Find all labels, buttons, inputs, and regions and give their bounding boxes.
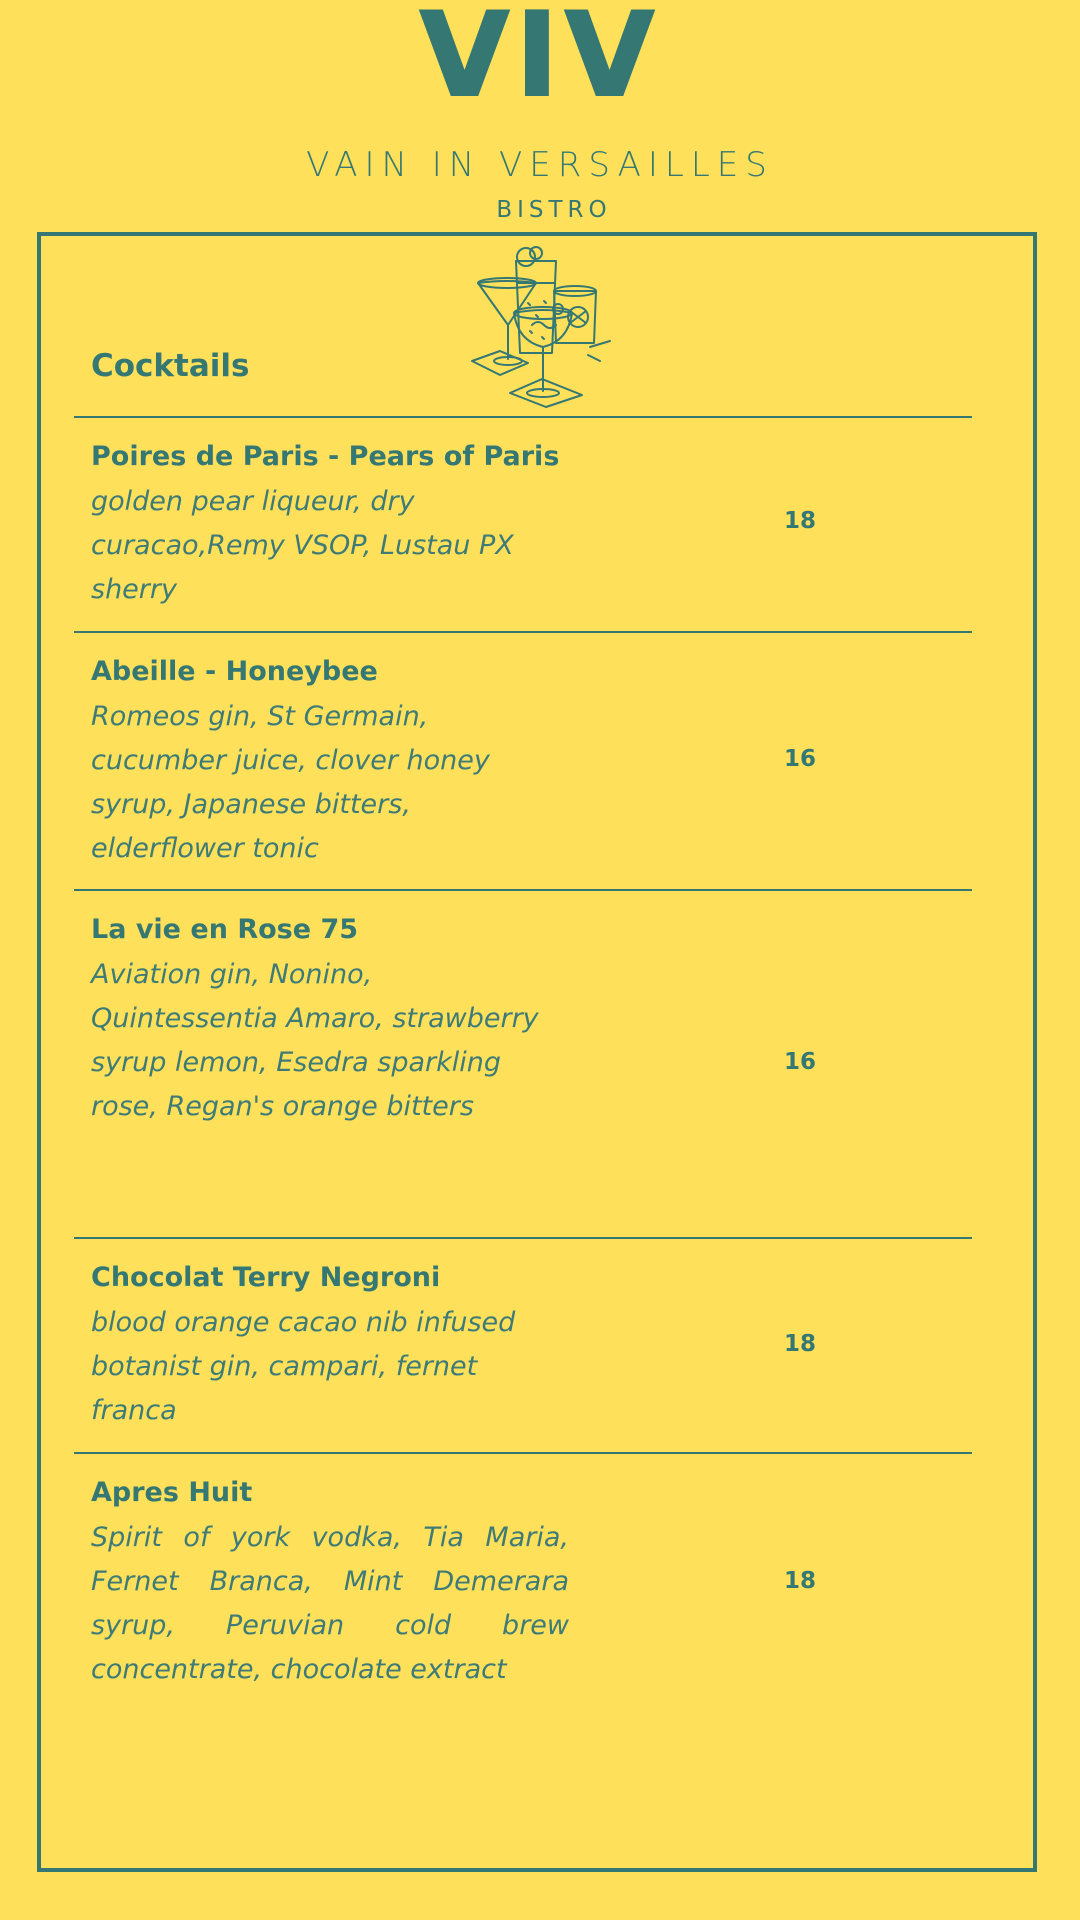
item-name: Abeille - Honeybee xyxy=(91,656,378,687)
logo: VIV xyxy=(419,0,661,123)
cocktail-glasses-icon xyxy=(470,243,620,408)
restaurant-name: VAIN IN VERSAILLES xyxy=(306,145,774,185)
divider xyxy=(74,1452,972,1454)
item-name: Poires de Paris - Pears of Paris xyxy=(91,441,560,472)
item-description: Aviation gin, Nonino, Quintessentia Amaro, strawberry syrup lemon, Esedra sparkling rose, Regan's orange bitters xyxy=(91,959,539,1122)
divider xyxy=(74,416,972,418)
divider xyxy=(74,889,972,891)
item-price: 18 xyxy=(783,508,816,534)
item-description: blood orange cacao nib infused botanist gin, campari, fernet franca xyxy=(91,1307,516,1426)
divider xyxy=(74,631,972,633)
item-price: 18 xyxy=(783,1568,816,1594)
item-description: Spirit of york vodka, Tia Maria, Fernet Branca, Mint Demerara syrup, Peruvian cold brew concentrate, chocolate extract xyxy=(91,1522,569,1685)
item-name: Apres Huit xyxy=(91,1477,253,1508)
item-name: Chocolat Terry Negroni xyxy=(91,1262,441,1293)
item-price: 16 xyxy=(783,1049,816,1075)
section-title: Cocktails xyxy=(91,348,250,384)
restaurant-type: BISTRO xyxy=(496,197,612,223)
item-description: golden pear liqueur, dry curacao,Remy VSOP, Lustau PX sherry xyxy=(91,486,514,605)
item-price: 16 xyxy=(783,746,816,772)
divider xyxy=(74,1237,972,1239)
item-name: La vie en Rose 75 xyxy=(91,914,359,945)
item-description: Romeos gin, St Germain, cucumber juice, clover honey syrup, Japanese bitters, elderflower tonic xyxy=(91,701,490,864)
item-price: 18 xyxy=(783,1331,816,1357)
